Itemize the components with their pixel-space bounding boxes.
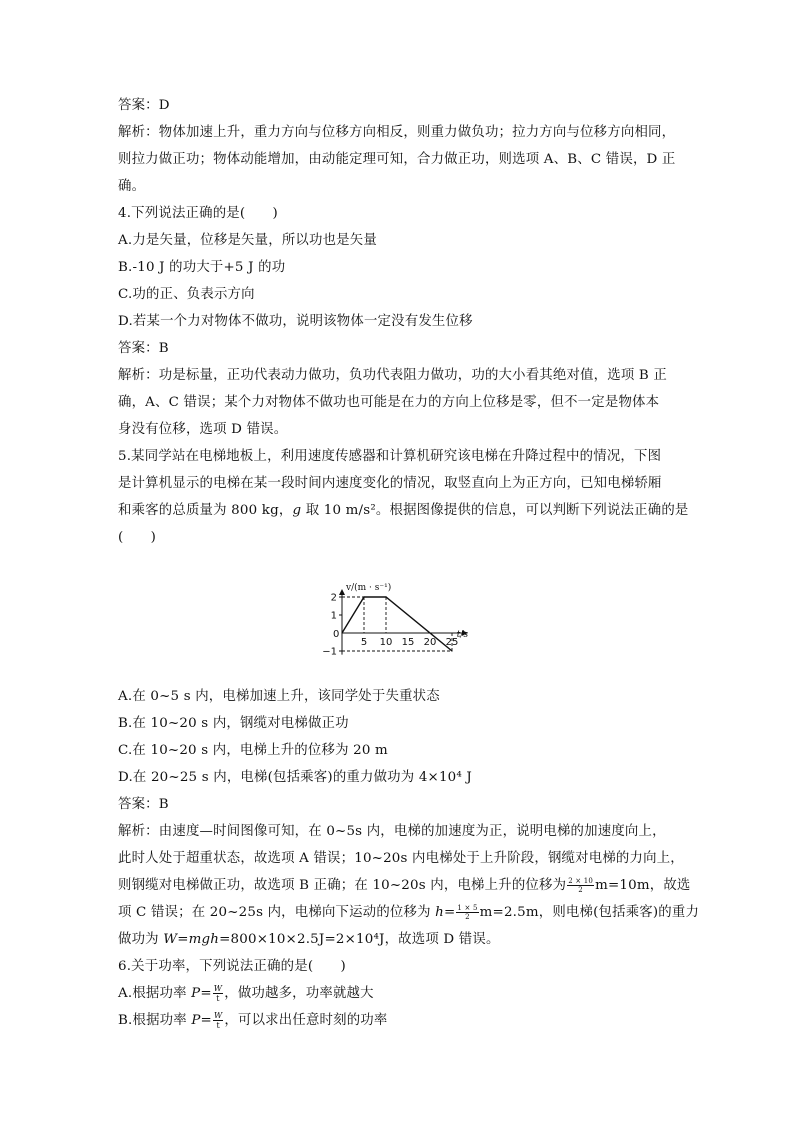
q5-option-c: C.在 10~20 s 内，电梯上升的位移为 20 m xyxy=(118,743,388,758)
q4-analysis-line-1: 解析：功是标量，正功代表动力做功，负功代表阻力做功，功的大小看其绝对值，选项 B 正 xyxy=(118,368,667,383)
fraction-displacement-up: $\frac{2 \times 10}{2}$ xyxy=(568,877,594,894)
fraction-power-formula: $\frac{W}{t}$ xyxy=(213,984,223,1003)
q5-option-d: D.在 20~25 s 内，电梯(包括乘客)的重力做功为 4×10⁴ J xyxy=(118,770,472,785)
y-tick-label: −1 xyxy=(322,646,337,658)
x-tick-label: 25 xyxy=(445,637,459,648)
fraction-power-formula: $\frac{W}{t}$ xyxy=(213,1011,223,1030)
fraction-displacement-down: $\frac{1 \times 5}{2}$ xyxy=(457,904,478,921)
q6-option-b: B.根据功率 P= $\frac{W}{t}$ ，可以求出任意时刻的功率 xyxy=(118,1011,388,1030)
prev-answer: 答案：D xyxy=(118,98,170,113)
x-tick-label: 10 xyxy=(379,637,393,648)
x-tick-label: 15 xyxy=(401,637,415,648)
q5-analysis-line-2: 此时人处于超重状态，故选项 A 错误；10~20s 内电梯处于上升阶段，钢缆对电梯的力向上， xyxy=(118,851,684,866)
q5-option-a: A.在 0~5 s 内，电梯加速上升，该同学处于失重状态 xyxy=(118,689,440,704)
q5-analysis-line-5: 做功为 W=mgh=800×10×2.5J=2×10⁴J，故选项 D 错误。 xyxy=(118,932,500,947)
q4-answer: 答案：B xyxy=(118,341,169,356)
prev-analysis-line-1: 解析：物体加速上升，重力方向与位移方向相反，则重力做负功；拉力方向与位移方向相同， xyxy=(118,125,676,140)
prev-analysis-line-3: 确。 xyxy=(118,179,146,194)
y-axis-title: v/(m · s⁻¹) xyxy=(346,583,392,593)
q5-analysis-line-1: 解析：由速度—时间图像可知，在 0~5s 内，电梯的加速度为正，说明电梯的加速度向上， xyxy=(118,824,666,839)
q5-analysis-line-3: 则钢缆对电梯做正功，故选项 B 正确；在 10~20s 内，电梯上升的位移为 $\frac{2 \times 10}{2}$ m=10m，故选 xyxy=(118,877,691,894)
q5-stem-line-1: 5.某同学站在电梯地板上，利用速度传感器和计算机研究该电梯在升降过程中的情况，下图 xyxy=(118,449,662,464)
y-tick-label: 2 xyxy=(330,592,337,604)
q4-option-d: D.若某一个力对物体不做功，说明该物体一定没有发生位移 xyxy=(118,314,473,329)
velocity-data-point xyxy=(451,650,452,651)
q5-stem-line-3: 和乘客的总质量为 800 kg，g 取 10 m/s²。根据图像提供的信息，可以判断下列说法正确的是 xyxy=(118,503,689,518)
velocity-time-chart xyxy=(322,553,482,681)
x-tick-label: 20 xyxy=(423,637,437,648)
q4-option-b: B.-10 J 的功大于+5 J 的功 xyxy=(118,260,286,275)
q4-analysis-line-2: 确，A、C 错误；某个力对物体不做功也可能是在力的方向上位移是零，但不一定是物体本 xyxy=(118,395,660,410)
q5-stem-line-4: ( ) xyxy=(118,530,157,545)
y-tick-label: 1 xyxy=(330,610,337,622)
origin-label: 0 xyxy=(333,629,340,640)
x-axis-title: t/s xyxy=(456,630,469,640)
q4-analysis-line-3: 身没有位移，选项 D 错误。 xyxy=(118,422,288,437)
velocity-data-point xyxy=(341,632,342,633)
q5-option-b: B.在 10~20 s 内，钢缆对电梯做正功 xyxy=(118,716,349,731)
q5-answer: 答案：B xyxy=(118,797,169,812)
prev-analysis-line-2: 则拉力做正功；物体动能增加，由动能定理可知，合力做正功，则选项 A、B、C 错误，D 正 xyxy=(118,152,676,167)
q4-option-a: A.力是矢量，位移是矢量，所以功也是矢量 xyxy=(118,233,377,248)
q5-analysis-line-4: 项 C 错误；在 20~25s 内，电梯向下运动的位移为 h= $\frac{1 \times 5}{2}$ m=2.5m，则电梯(包括乘客)的重力 xyxy=(118,904,700,921)
velocity-data-point xyxy=(385,596,386,597)
q4-option-c: C.功的正、负表示方向 xyxy=(118,287,255,302)
vt-chart-container xyxy=(118,551,684,683)
q6-option-a: A.根据功率 P= $\frac{W}{t}$ ，做功越多，功率就越大 xyxy=(118,984,374,1003)
q5-stem-line-2: 是计算机显示的电梯在某一段时间内速度变化的情况，取竖直向上为正方向，已知电梯轿厢 xyxy=(118,476,662,491)
x-tick-label: 5 xyxy=(360,637,368,648)
q6-stem: 6.关于功率，下列说法正确的是( ) xyxy=(118,959,346,974)
velocity-data-point xyxy=(363,596,364,597)
document-page xyxy=(118,92,700,1034)
q4-stem: 4.下列说法正确的是( ) xyxy=(118,206,278,221)
